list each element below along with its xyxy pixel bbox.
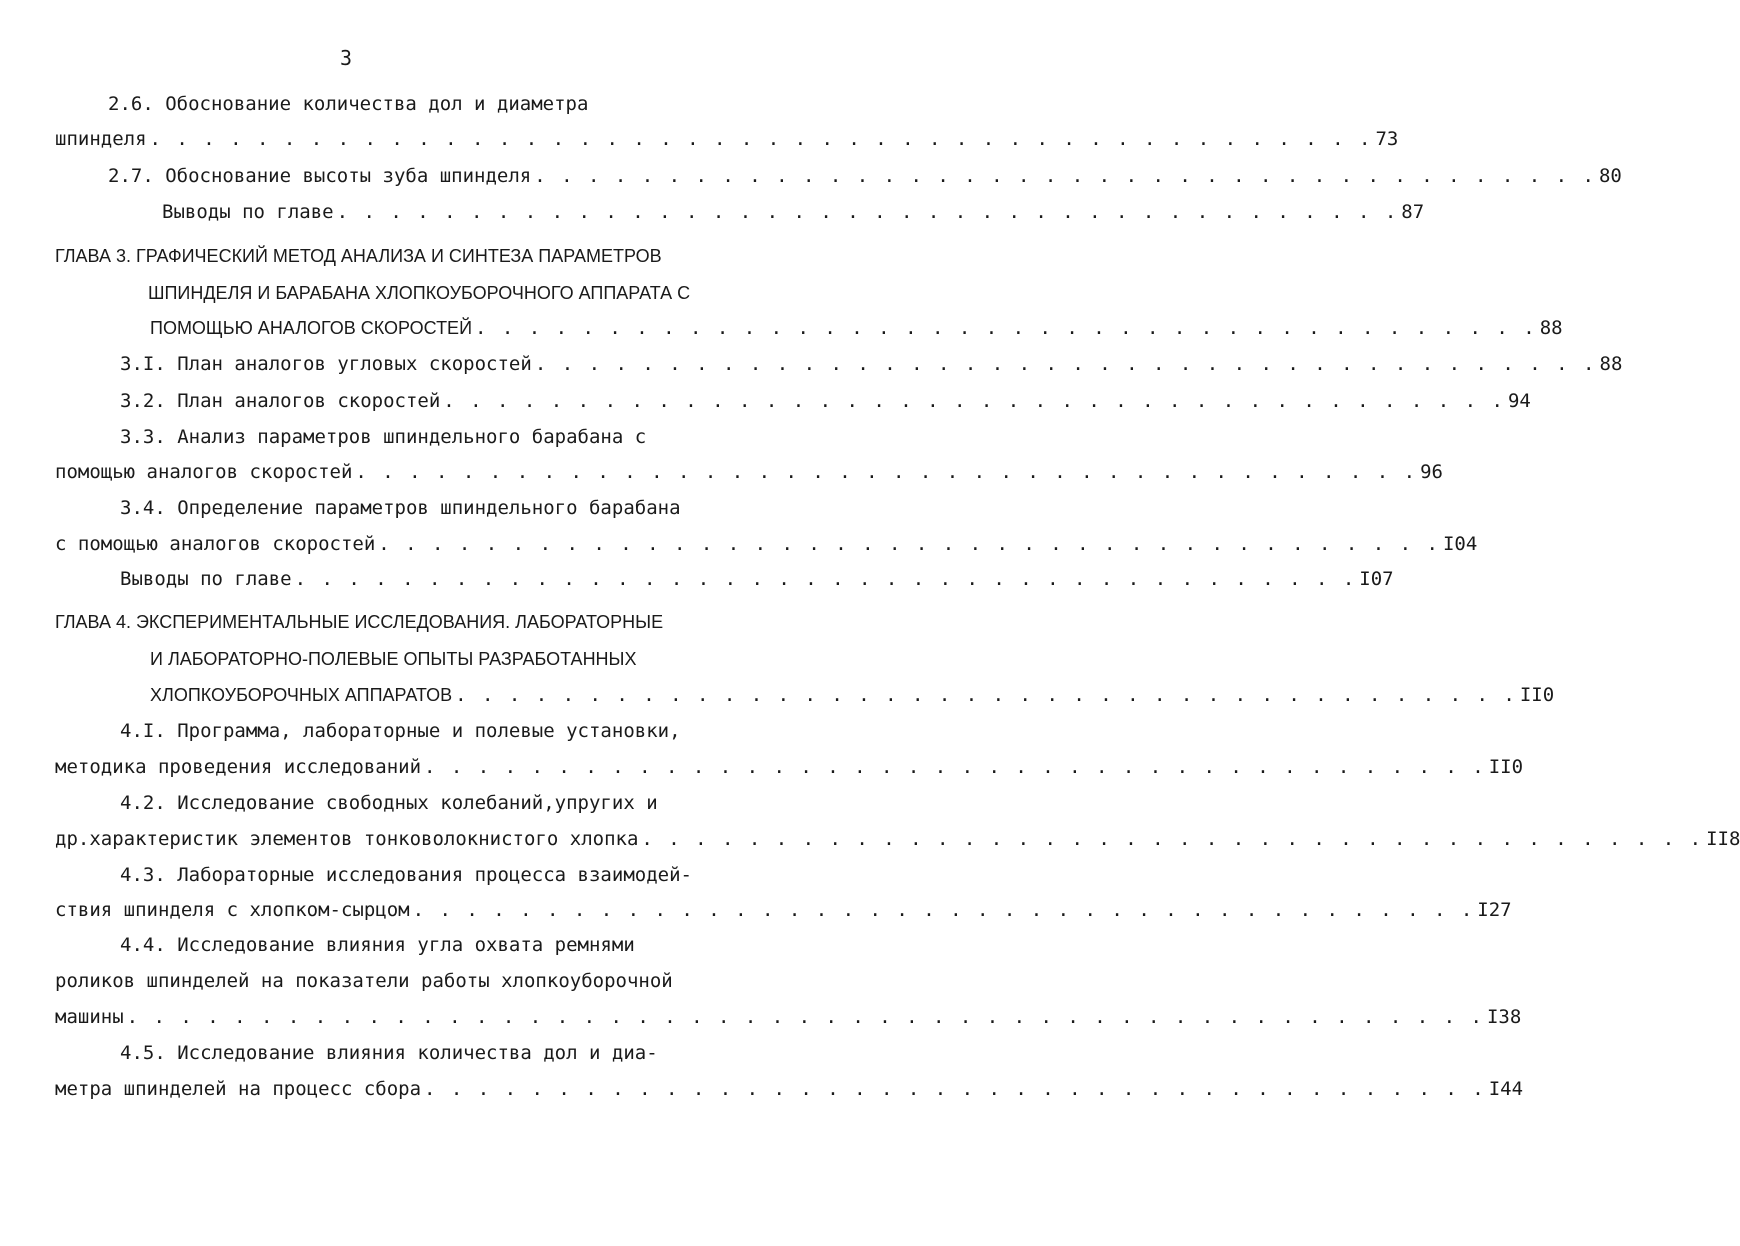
leader-dots: . . . . . . . . . . . . . . . . . . . . . . . . . . . . . . . . . . . . . . . . (378, 533, 1440, 555)
toc-4-5-text: метра шпинделей на процесс сбора (55, 1078, 422, 1100)
toc-3-3-text: помощью аналогов скоростей (55, 461, 353, 483)
toc-2-7-page: 80 (1598, 165, 1622, 187)
leader-dots: . . . . . . . . . . . . . . . . . . . . . . . . . . . . . . . . . . . . . . . . (455, 684, 1517, 706)
leader-dots: . . . . . . . . . . . . . . . . . . . . . . . . . . . . . . . . . . . . . . . . (475, 317, 1537, 339)
leader-dots: . . . . . . . . . . . . . . . . . . . . . . . . . . . . . . . . . . . . . . . . (412, 899, 1475, 921)
toc-4-1-line1: 4.I. Программа, лабораторные и полевые установки, (120, 720, 681, 742)
toc-2-6-text: шпинделя (55, 128, 147, 150)
leader-dots: . . . . . . . . . . . . . . . . . . . . . . . . . . . . . . . . . . . . . . . . (534, 165, 1596, 187)
leader-dots: . . . . . . . . . . . . . . . . . . . . . . . . . . . . . . . . . . . . . . . . (424, 756, 1486, 778)
toc-ch3-line1-text: ГЛАВА 3. ГРАФИЧЕСКИЙ МЕТОД АНАЛИЗА И СИНТЕЗА ПАРАМЕТРОВ (55, 246, 662, 266)
toc-4-1-text: методика проведения исследований (55, 756, 422, 778)
toc-ch2-conclusions (162, 201, 1425, 223)
toc-ch3-page: 88 (1539, 317, 1563, 339)
toc-4-3-line1: 4.3. Лабораторные исследования процесса взаимодей- (120, 864, 692, 886)
toc-3-2 (120, 390, 1531, 412)
toc-ch3-conclusions-text: Выводы по главе (120, 568, 292, 590)
page-number: 3 (340, 46, 353, 70)
toc-2-7-text: 2.7. Обоснование высоты зуба шпинделя (108, 165, 532, 187)
toc-4-4-page: I38 (1486, 1006, 1522, 1028)
leader-dots: . . . . . . . . . . . . . . . . . . . . . . . . . . . . . . . . . . . . . . . . (424, 1078, 1486, 1100)
toc-3-4-page: I04 (1442, 533, 1478, 555)
leader-dots: . . . . . . . . . . . . . . . . . . . . . . . . . . . . . . . . . . . . . . . . (443, 390, 1505, 412)
toc-2-6-page: 73 (1375, 128, 1399, 150)
toc-4-2-text: др.характеристик элементов тонковолокнистого хлопка (55, 828, 639, 850)
toc-ch3-conclusions (120, 568, 1394, 590)
toc-ch4-line2 (150, 648, 637, 670)
toc-4-2-page: II8 (1706, 828, 1740, 850)
toc-2-6-line1: 2.6. Обоснование количества дол и диаметра (108, 93, 589, 115)
toc-ch4-line1-text: ГЛАВА 4. ЭКСПЕРИМЕНТАЛЬНЫЕ ИССЛЕДОВАНИЯ. ЛАБОРАТОРНЫЕ (55, 612, 664, 632)
leader-dots: . . . . . . . . . . . . . . . . . . . . . . . . . . . . . . . . . . . . . . . . (534, 353, 1597, 375)
toc-3-2-page: 94 (1507, 390, 1531, 412)
leader-dots: . . . . . . . . . . . . . . . . . . . . . . . . . . . . . . . . . . . . . . . . (294, 568, 1357, 590)
toc-ch3-line2 (148, 282, 690, 304)
toc-4-1-line2 (55, 756, 1524, 778)
toc-4-4-line2: роликов шпинделей на показатели работы хлопкоуборочной (55, 970, 673, 992)
toc-ch3-conclusions-page: I07 (1359, 568, 1394, 590)
toc-ch4-line1 (55, 611, 663, 633)
toc-ch2-conclusions-text: Выводы по главе (162, 201, 334, 223)
toc-4-4-line3 (55, 1006, 1522, 1028)
toc-4-3-page: I27 (1477, 899, 1512, 921)
toc-4-5-line1: 4.5. Исследование влияния количества дол и диа- (120, 1042, 658, 1064)
toc-3-2-text: 3.2. План аналогов скоростей (120, 390, 441, 412)
toc-ch3-line1 (55, 245, 662, 267)
toc-4-1-page: II0 (1488, 756, 1524, 778)
toc-3-4-line2 (55, 533, 1478, 555)
toc-ch3-line3 (150, 317, 1563, 339)
toc-4-2-line2 (55, 828, 1740, 850)
leader-dots: . . . . . . . . . . . . . . . . . . . . . . . . . . . . . . . . . . . . . . . . . . . . . . . . . . . (126, 1006, 1484, 1028)
toc-ch3-line2-text: ШПИНДЕЛЯ И БАРАБАНА ХЛОПКОУБОРОЧНОГО АППАРАТА С (148, 283, 691, 303)
toc-3-1 (120, 353, 1623, 375)
toc-2-7 (108, 165, 1622, 187)
toc-4-4-line1: 4.4. Исследование влияния угла охвата ремнями (120, 934, 635, 956)
toc-3-4-text: с помощью аналогов скоростей (55, 533, 376, 555)
toc-ch4-page: II0 (1519, 684, 1555, 706)
toc-3-1-page: 88 (1599, 353, 1623, 375)
toc-3-4-line1: 3.4. Определение параметров шпиндельного барабана (120, 497, 681, 519)
toc-ch4-line2-text: И ЛАБОРАТОРНО-ПОЛЕВЫЕ ОПЫТЫ РАЗРАБОТАННЫХ (150, 649, 637, 669)
toc-4-2-line1: 4.2. Исследование свободных колебаний,упругих и (120, 792, 658, 814)
leader-dots: . . . . . . . . . . . . . . . . . . . . . . . . . . . . . . . . . . . . . . . . (336, 201, 1399, 223)
toc-ch4-line3-text: ХЛОПКОУБОРОЧНЫХ АППАРАТОВ (150, 685, 453, 705)
toc-ch2-conclusions-page: 87 (1401, 201, 1425, 223)
leader-dots: . . . . . . . . . . . . . . . . . . . . . . . . . . . . . . . . . . . . . . . . (641, 828, 1704, 850)
toc-ch3-line3-text: ПОМОЩЬЮ АНАЛОГОВ СКОРОСТЕЙ (150, 318, 473, 338)
toc-3-1-text: 3.I. План аналогов угловых скоростей (120, 353, 532, 375)
leader-dots: . . . . . . . . . . . . . . . . . . . . . . . . . . . . . . . . . . . . . . . . (355, 461, 1418, 483)
leader-dots: . . . . . . . . . . . . . . . . . . . . . . . . . . . . . . . . . . . . . . . . . . . . . . (149, 128, 1373, 150)
toc-ch4-line3 (150, 684, 1555, 706)
toc-3-3-line2 (55, 461, 1443, 483)
toc-2-6-line2 (55, 128, 1399, 150)
toc-4-4-text: машины (55, 1006, 124, 1028)
toc-4-3-line2 (55, 899, 1512, 921)
toc-4-5-line2 (55, 1078, 1524, 1100)
toc-4-3-text: ствия шпинделя с хлопком-сырцом (55, 899, 410, 921)
toc-3-3-line1: 3.3. Анализ параметров шпиндельного барабана с (120, 426, 647, 448)
toc-3-3-page: 96 (1420, 461, 1443, 483)
toc-4-5-page: I44 (1488, 1078, 1524, 1100)
